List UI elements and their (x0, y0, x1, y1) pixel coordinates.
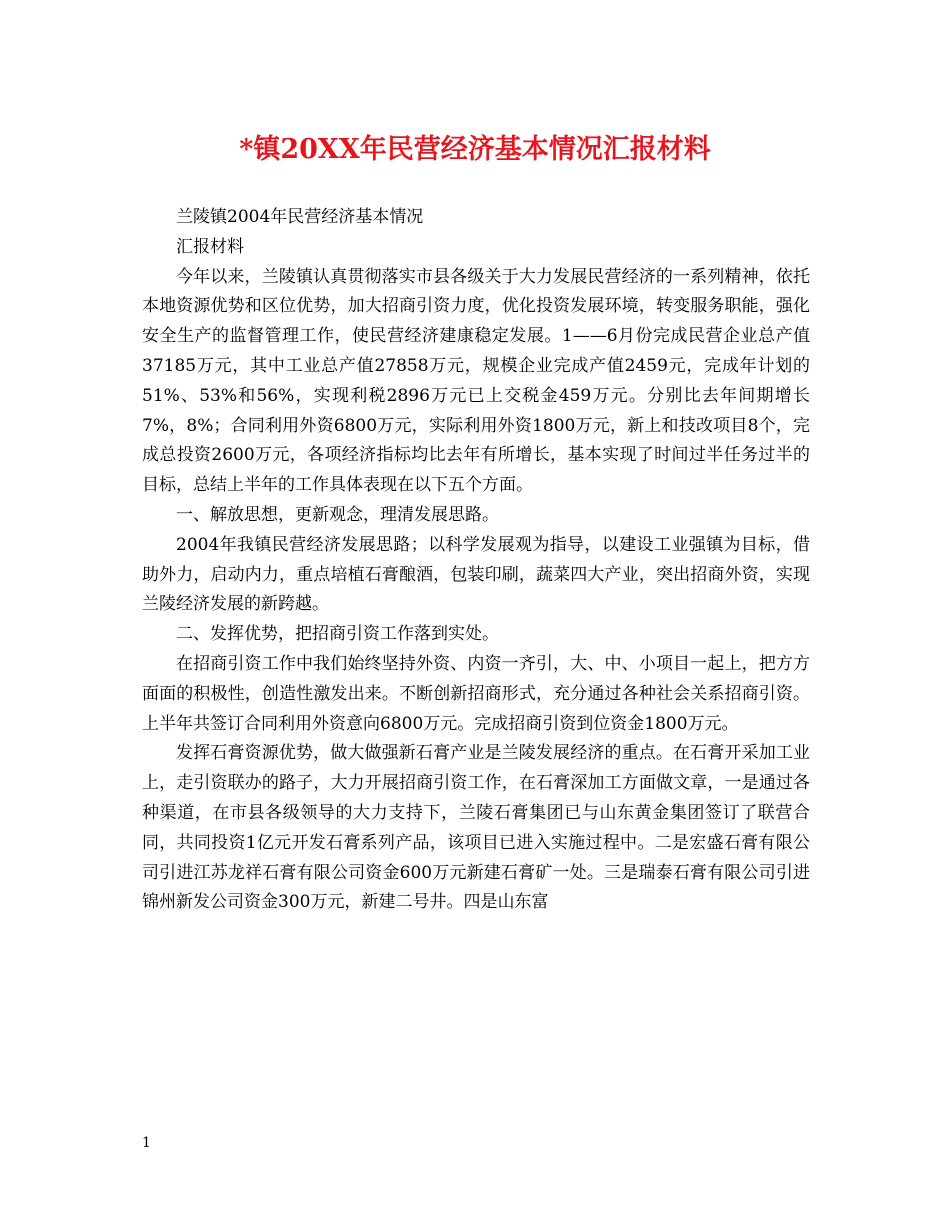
body-paragraph: 汇报材料 (176, 236, 244, 257)
section-heading: 一、解放思想，更新观念，理清发展思路。 (176, 504, 499, 525)
document-body (142, 203, 810, 918)
body-paragraph: 今年以来，兰陵镇认真贯彻落实市县各级关于大力发展民营经济的一系列精神，依托本地资源优势和区位优势，加大招商引资力度，优化投资发展环境，转变服务职能，强化安全生产的监督管理工作，使民营经济建康稳定发展。1——6月份完成民营企业总产值37185万元，其中工业总产值27858万元，规模企业完成产值2459元，完成年计划的51%、53%和56%，实现利税2896万元已上交税金459万元。分别比去年间期增长7%，8%；合同利用外资6800万元，实际利用外资1800万元，新上和技改项目8个，完成总投资2600万元，各项经济指标均比去年有所增长，基本实现了时间过半任务过半的目标，总结上半年的工作具体表现在以下五个方面。 (142, 266, 810, 496)
document-title: *镇20XX年民营经济基本情况汇报材料 (239, 134, 711, 165)
body-paragraph: 在招商引资工作中我们始终坚持外资、内资一齐引，大、中、小项目一起上，把方方面面的积极性，创造性激发出来。不断创新招商形式，充分通过各种社会关系招商引资。上半年共签订合同利用外资意向6800万元。完成招商引资到位资金1800万元。 (142, 653, 810, 734)
section-heading: 二、发挥优势，把招商引资工作落到实处。 (176, 624, 499, 645)
page-number: 1 (142, 1135, 151, 1151)
body-paragraph: 发挥石膏资源优势，做大做强新石膏产业是兰陵发展经济的重点。在石膏开采加工业上，走引资联办的路子，大力开展招商引资工作，在石膏深加工方面做文章，一是通过各种渠道，在市县各级领导的大力支持下，兰陵石膏集团已与山东黄金集团签订了联营合同，共同投资1亿元开发石膏系列产品，该项目已进入实施过程中。二是宏盛石膏有限公司引进江苏龙祥石膏有限公司资金600万元新建石膏矿一处。三是瑞泰石膏有限公司引进锦州新发公司资金300万元，新建二号井。四是山东富 (142, 743, 810, 913)
body-paragraph: 2004年我镇民营经济发展思路；以科学发展观为指导，以建设工业强镇为目标，借助外力，启动内力，重点培植石膏酿酒，包装印刷，蔬菜四大产业，突出招商外资，实现兰陵经济发展的新跨越。 (142, 534, 810, 615)
body-paragraph: 兰陵镇2004年民营经济基本情况 (176, 207, 424, 227)
